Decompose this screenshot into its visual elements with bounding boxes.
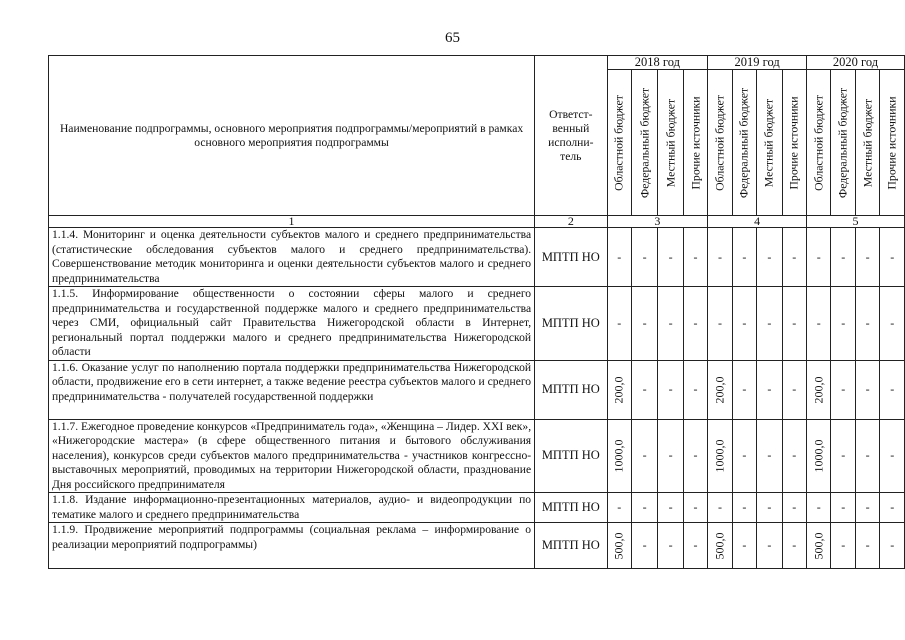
- responsible-executor: МПТП НО: [535, 360, 607, 419]
- funding-dash: -: [782, 360, 806, 419]
- source-header: Областной бюджет: [708, 70, 732, 216]
- funding-dash: -: [732, 287, 756, 361]
- table-row: [49, 419, 905, 493]
- funding-amount: 1000,0: [607, 419, 631, 493]
- activity-name: 1.1.4. Мониторинг и оценка деятельности субъектов малого и среднего предпринимательства (статистические обследования субъектов малого и среднего предпринимательства). Совершенствование методик мониторинга и оценки деятельности субъектов малого и среднего предпринимательства: [49, 228, 535, 287]
- funding-dash: -: [880, 287, 905, 361]
- funding-dash: -: [683, 419, 707, 493]
- table-row: [49, 493, 905, 523]
- funding-dash: -: [782, 493, 806, 523]
- source-header: Местный бюджет: [757, 70, 782, 216]
- funding-amount: 500,0: [607, 523, 631, 569]
- activity-name: 1.1.8. Издание информационно-презентационных материалов, аудио- и видеопродукции по тематике малого и среднего предпринимательства: [49, 493, 535, 523]
- funding-amount: 1000,0: [807, 419, 831, 493]
- funding-dash: -: [757, 523, 782, 569]
- funding-dash: -: [855, 493, 879, 523]
- budget-table: [48, 55, 905, 569]
- funding-dash: -: [631, 419, 657, 493]
- funding-dash: -: [831, 360, 855, 419]
- funding-dash: -: [880, 228, 905, 287]
- col-number: 3: [607, 216, 708, 228]
- activity-name: 1.1.9. Продвижение мероприятий подпрограммы (социальная реклама – информирование о реализации мероприятий подпрограммы): [49, 523, 535, 569]
- funding-dash: -: [658, 419, 683, 493]
- source-header: Федеральный бюджет: [631, 70, 657, 216]
- source-header: Федеральный бюджет: [732, 70, 756, 216]
- table-row: [49, 360, 905, 419]
- responsible-executor: МПТП НО: [535, 228, 607, 287]
- funding-dash: -: [631, 493, 657, 523]
- header-responsible-col: Ответст-венный исполни-тель: [535, 56, 607, 216]
- funding-dash: -: [732, 493, 756, 523]
- funding-amount: 1000,0: [708, 419, 732, 493]
- funding-dash: -: [807, 228, 831, 287]
- funding-dash: -: [607, 287, 631, 361]
- funding-dash: -: [658, 228, 683, 287]
- funding-dash: -: [708, 493, 732, 523]
- funding-dash: -: [782, 287, 806, 361]
- funding-dash: -: [732, 360, 756, 419]
- year-2018-header: 2018 год: [607, 56, 708, 70]
- col-number: 5: [807, 216, 905, 228]
- activity-name: 1.1.6. Оказание услуг по наполнению портала поддержки предпринимательства Нижегородской области, продвижение его в сети интернет, а также ведение реестра субъектов малого и среднего предпринимательства - получателей государственной поддержки: [49, 360, 535, 419]
- funding-dash: -: [732, 523, 756, 569]
- col-number: 2: [535, 216, 607, 228]
- funding-dash: -: [732, 419, 756, 493]
- funding-dash: -: [683, 523, 707, 569]
- source-header: Прочие источники: [683, 70, 707, 216]
- source-header: Областной бюджет: [807, 70, 831, 216]
- funding-dash: -: [782, 228, 806, 287]
- funding-dash: -: [631, 287, 657, 361]
- funding-dash: -: [855, 228, 879, 287]
- funding-amount: 200,0: [708, 360, 732, 419]
- funding-dash: -: [631, 228, 657, 287]
- funding-dash: -: [683, 360, 707, 419]
- funding-dash: -: [855, 360, 879, 419]
- funding-dash: -: [831, 228, 855, 287]
- funding-dash: -: [855, 419, 879, 493]
- funding-dash: -: [807, 287, 831, 361]
- funding-dash: -: [683, 228, 707, 287]
- funding-amount: 500,0: [807, 523, 831, 569]
- funding-dash: -: [880, 360, 905, 419]
- col-number: 4: [708, 216, 807, 228]
- funding-dash: -: [708, 287, 732, 361]
- funding-dash: -: [757, 360, 782, 419]
- source-header: Прочие источники: [880, 70, 905, 216]
- funding-amount: 200,0: [607, 360, 631, 419]
- funding-dash: -: [631, 523, 657, 569]
- funding-dash: -: [757, 493, 782, 523]
- funding-dash: -: [807, 493, 831, 523]
- funding-dash: -: [658, 360, 683, 419]
- funding-dash: -: [732, 228, 756, 287]
- table-row: [49, 523, 905, 569]
- funding-dash: -: [880, 419, 905, 493]
- source-header: Федеральный бюджет: [831, 70, 855, 216]
- funding-dash: -: [607, 228, 631, 287]
- responsible-executor: МПТП НО: [535, 419, 607, 493]
- source-header: Прочие источники: [782, 70, 806, 216]
- responsible-executor: МПТП НО: [535, 287, 607, 361]
- funding-amount: 200,0: [807, 360, 831, 419]
- col-number: 1: [49, 216, 535, 228]
- table-row: [49, 228, 905, 287]
- funding-dash: -: [831, 493, 855, 523]
- page-number: 65: [445, 30, 460, 46]
- activity-name: 1.1.5. Информирование общественности о состоянии сферы малого и среднего предпринимательства и государственной поддержке малого и среднего предпринимательства через СМИ, официальный сайт Правительства Нижегородской области в Интернет, региональный портал поддержки малого и среднего предпринимательства Нижегородской области: [49, 287, 535, 361]
- year-2020-header: 2020 год: [807, 56, 905, 70]
- funding-dash: -: [607, 493, 631, 523]
- funding-dash: -: [683, 493, 707, 523]
- header-name-col: Наименование подпрограммы, основного мероприятия подпрограммы/мероприятий в рамках основного мероприятия подпрограммы: [49, 56, 535, 216]
- source-header: Областной бюджет: [607, 70, 631, 216]
- funding-dash: -: [880, 493, 905, 523]
- funding-dash: -: [880, 523, 905, 569]
- funding-dash: -: [658, 287, 683, 361]
- table-row: [49, 287, 905, 361]
- funding-dash: -: [831, 419, 855, 493]
- source-header: Местный бюджет: [658, 70, 683, 216]
- funding-dash: -: [658, 523, 683, 569]
- funding-dash: -: [683, 287, 707, 361]
- funding-dash: -: [831, 523, 855, 569]
- funding-dash: -: [831, 287, 855, 361]
- funding-dash: -: [855, 523, 879, 569]
- funding-dash: -: [757, 419, 782, 493]
- source-header: Местный бюджет: [855, 70, 879, 216]
- funding-dash: -: [658, 493, 683, 523]
- funding-dash: -: [782, 523, 806, 569]
- funding-dash: -: [855, 287, 879, 361]
- funding-dash: -: [782, 419, 806, 493]
- year-2019-header: 2019 год: [708, 56, 807, 70]
- funding-dash: -: [757, 228, 782, 287]
- responsible-executor: МПТП НО: [535, 523, 607, 569]
- funding-dash: -: [708, 228, 732, 287]
- funding-amount: 500,0: [708, 523, 732, 569]
- funding-dash: -: [631, 360, 657, 419]
- funding-dash: -: [757, 287, 782, 361]
- column-numbers-row: [49, 216, 905, 228]
- responsible-executor: МПТП НО: [535, 493, 607, 523]
- activity-name: 1.1.7. Ежегодное проведение конкурсов «Предприниматель года», «Женщина – Лидер. XXI век», «Нижегородские мастера» (в сфере общественного питания и бытового обслуживания населения), конкурсов среди субъектов малого предпринимательства - участников конгрессно-выставочных мероприятий, проводимых на территории Нижегородской области, празднование Дня российского предпринимателя: [49, 419, 535, 493]
